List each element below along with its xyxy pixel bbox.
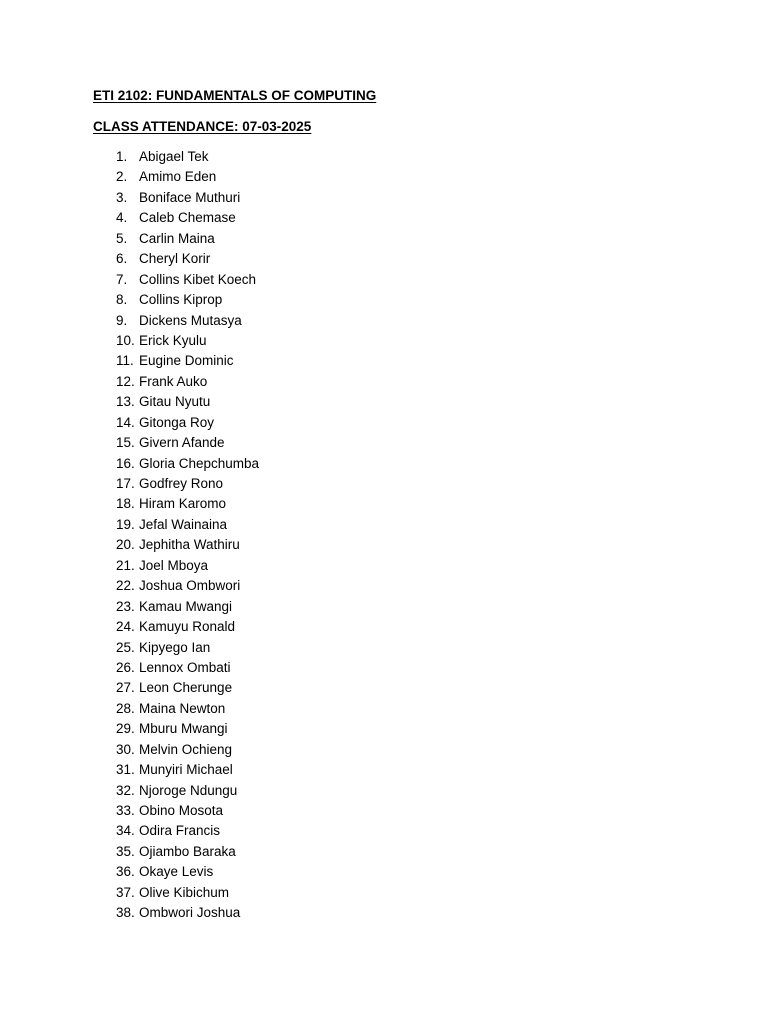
student-name: Njoroge Ndungu: [139, 782, 238, 798]
student-name: Abigael Tek: [139, 149, 209, 164]
student-name: Amimo Eden: [139, 169, 217, 185]
student-number: 35.: [116, 843, 135, 859]
attendance-title: CLASS ATTENDANCE: 07-03-2025: [93, 119, 312, 134]
student-name: Hiram Karomo: [139, 496, 227, 512]
student-name: Kipyego Ian: [139, 639, 211, 655]
student-number: 21.: [116, 557, 135, 573]
student-number: 4.: [116, 210, 128, 226]
student-name: Frank Auko: [139, 373, 208, 389]
student-name: Lennox Ombati: [139, 659, 231, 675]
student-number: 19.: [116, 516, 135, 532]
student-number: 32.: [116, 782, 135, 798]
student-number: 37.: [116, 884, 135, 900]
student-name: Kamuyu Ronald: [139, 619, 236, 635]
student-name: Eugine Dominic: [139, 353, 234, 369]
student-name: Collins Kibet Koech: [139, 271, 257, 287]
student-number: 30.: [116, 741, 135, 757]
student-number: 6.: [116, 251, 128, 267]
student-number: 28.: [116, 700, 135, 716]
student-number: 8.: [116, 292, 128, 308]
student-name: Gitau Nyutu: [139, 394, 211, 410]
student-name: Boniface Muthuri: [139, 189, 241, 205]
student-name: Obino Mosota: [139, 803, 224, 818]
student-name: Odira Francis: [139, 823, 221, 839]
student-name: Collins Kiprop: [139, 292, 223, 308]
student-name: Mburu Mwangi: [139, 721, 228, 737]
student-number: 20.: [116, 537, 135, 553]
student-name: Dickens Mutasya: [139, 312, 242, 328]
student-number: 23.: [116, 598, 135, 614]
student-number: 10.: [116, 332, 135, 348]
student-number: 31.: [116, 762, 135, 778]
student-number: 26.: [116, 659, 135, 675]
student-number: 5.: [116, 230, 128, 246]
student-number: 16.: [116, 455, 135, 471]
student-name: Gloria Chepchumba: [139, 455, 260, 471]
student-number: 33.: [116, 803, 135, 818]
student-number: 18.: [116, 496, 135, 512]
student-number: 1.: [116, 149, 128, 164]
student-number: 36.: [116, 864, 135, 880]
student-name: Godfrey Rono: [139, 476, 224, 491]
student-number: 14.: [116, 414, 135, 430]
student-number: 13.: [116, 394, 135, 410]
student-number: 11.: [116, 353, 134, 369]
student-name: Ojiambo Baraka: [139, 843, 236, 859]
student-number: 38.: [116, 905, 135, 921]
student-name: Maina Newton: [139, 700, 226, 716]
student-number: 15.: [116, 435, 135, 451]
student-name: Caleb Chemase: [139, 210, 236, 226]
student-number: 25.: [116, 639, 135, 655]
student-name: Kamau Mwangi: [139, 598, 233, 614]
student-number: 7.: [116, 271, 128, 287]
student-number: 12.: [116, 373, 135, 389]
student-name: Givern Afande: [139, 435, 225, 451]
student-number: 2.: [116, 169, 128, 185]
student-number: 9.: [116, 312, 128, 328]
student-name: Jefal Wainaina: [139, 516, 228, 532]
student-name: Carlin Maina: [139, 230, 215, 246]
student-name: Cheryl Korir: [139, 251, 211, 267]
student-number: 24.: [116, 619, 135, 635]
student-name: Joshua Ombwori: [139, 578, 241, 594]
student-name: Leon Cherunge: [139, 680, 233, 696]
student-number: 3.: [116, 189, 128, 205]
student-name: Melvin Ochieng: [139, 741, 233, 757]
student-number: 17.: [116, 476, 135, 491]
student-name: Munyiri Michael: [139, 762, 233, 778]
course-title: ETI 2102: FUNDAMENTALS OF COMPUTING: [93, 88, 377, 103]
student-number: 22.: [116, 578, 135, 594]
student-number: 34.: [116, 823, 135, 839]
student-name: Ombwori Joshua: [139, 905, 241, 921]
student-name: Gitonga Roy: [139, 414, 215, 430]
student-name: Erick Kyulu: [139, 332, 207, 348]
student-number: 29.: [116, 721, 135, 737]
student-number: 27.: [116, 680, 135, 696]
student-name: Joel Mboya: [139, 557, 209, 573]
student-name: Jephitha Wathiru: [139, 537, 240, 553]
student-name: Okaye Levis: [139, 864, 214, 880]
student-name: Olive Kibichum: [139, 884, 230, 900]
